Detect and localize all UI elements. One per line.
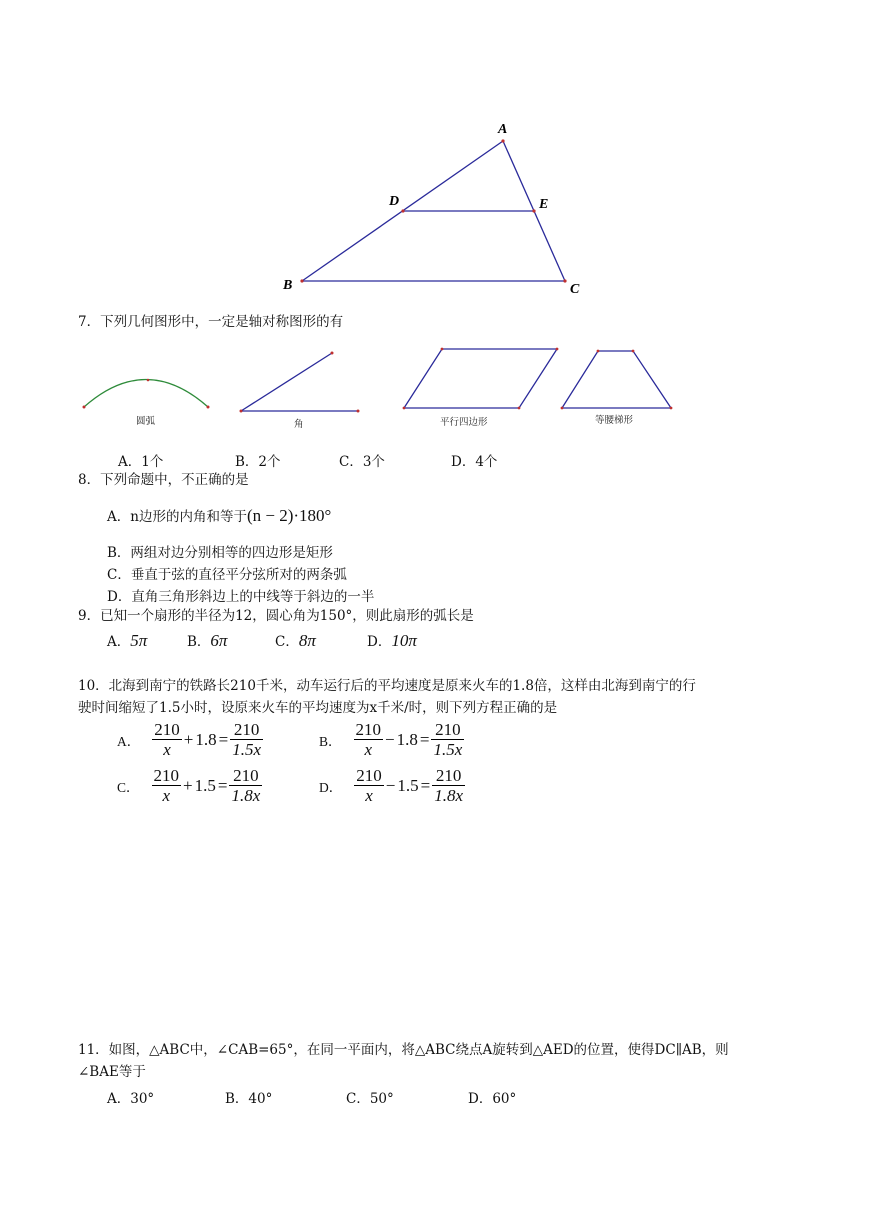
q10-option-c-letter: C． [117, 779, 140, 795]
q11-option-a: A．30° [107, 1091, 155, 1107]
q10-c-k: 1.5 [194, 775, 216, 795]
q8-option-b: B．两组对边分别相等的四边形是矩形 [107, 545, 333, 561]
q10-c-op: + [183, 775, 193, 795]
para-p2 [556, 348, 559, 351]
trap-p1 [597, 350, 600, 353]
q8-option-a-text: A．n边形的内角和等于 [107, 509, 247, 525]
q9-option-c-value: 8π [298, 631, 316, 650]
q9-option-d-letter: D． [367, 634, 392, 650]
q10-c-num1: 210 [153, 766, 180, 785]
para-p4 [403, 407, 406, 410]
arc-mid [147, 379, 150, 382]
arc-end-left [83, 406, 86, 409]
q9-option-b-value: 6π [210, 631, 228, 650]
q10-b-den1: x [354, 739, 384, 759]
q10-d-den1: x [354, 785, 384, 805]
q10-option-c [117, 766, 262, 805]
q9-option-b-letter: B． [187, 634, 211, 650]
q10-c-frac2 [229, 766, 262, 805]
q10-d-num2: 210 [435, 766, 462, 785]
label-a: A [498, 122, 508, 137]
shape-label-parallelogram: 平行四边形 [440, 417, 488, 428]
q10-b-frac2 [431, 720, 464, 759]
q10-a-eq: = [218, 729, 229, 749]
q7-shapes-figure [0, 0, 869, 440]
angle-vertex [240, 410, 243, 413]
q10-option-d [319, 766, 465, 805]
q10-b-num1: 210 [355, 720, 382, 739]
trapezoid-shape [562, 351, 671, 408]
q10-c-eq: = [217, 775, 228, 795]
q8-option-c: C．垂直于弦的直径平分弦所对的两条弧 [107, 567, 347, 583]
q10-stem-line2: 驶时间缩短了1.5小时，设原来火车的平均速度为x千米/时，则下列方程正确的是 [78, 700, 558, 716]
q10-option-b-letter: B． [319, 733, 342, 749]
trap-p4 [561, 407, 564, 410]
q10-option-a [117, 720, 263, 759]
q10-b-op: − [385, 729, 395, 749]
q10-c-frac1 [152, 766, 182, 805]
q10-b-k: 1.8 [396, 729, 418, 749]
q10-b-eq: = [419, 729, 430, 749]
q8-stem: 8．下列命题中，不正确的是 [78, 472, 249, 488]
q8-option-a-formula: (n − 2)·180° [246, 506, 332, 525]
q9-option-a [107, 630, 147, 651]
q9-option-b [187, 630, 227, 651]
trap-p2 [632, 350, 635, 353]
q10-c-num2: 210 [233, 766, 259, 785]
para-p3 [518, 407, 521, 410]
q10-d-eq: = [420, 775, 431, 795]
q7-option-a: A．1个 [118, 454, 164, 470]
q10-a-den2: 1.5x [232, 740, 261, 759]
q10-stem-line1: 10．北海到南宁的铁路长210千米，动车运行后的平均速度是原来火车的1.8倍，这样由北海到南宁的行 [78, 678, 696, 694]
para-p1 [441, 348, 444, 351]
label-c: C [570, 282, 580, 297]
q7-option-b: B．2个 [235, 454, 281, 470]
q11-option-c: C．50° [346, 1091, 394, 1107]
q7-stem: 7．下列几何图形中，一定是轴对称图形的有 [78, 314, 344, 330]
q11-stem-line2: ∠BAE等于 [78, 1064, 146, 1080]
q10-b-frac1 [354, 720, 384, 759]
q7-option-d: D．4个 [451, 454, 498, 470]
q10-d-den2: 1.8x [434, 786, 463, 805]
q10-a-k: 1.8 [195, 729, 217, 749]
q9-option-d-value: 10π [391, 631, 417, 650]
label-b: B [283, 278, 293, 293]
q11-option-b: B．40° [225, 1091, 273, 1107]
arc-shape [84, 380, 208, 408]
q10-d-frac2 [432, 766, 465, 805]
q9-option-c-letter: C． [275, 634, 299, 650]
shape-label-trapezoid: 等腰梯形 [595, 415, 634, 426]
q10-d-k: 1.5 [397, 775, 419, 795]
q8-option-d: D．直角三角形斜边上的中线等于斜边的一半 [107, 589, 375, 605]
q10-b-den2: 1.5x [433, 740, 463, 759]
q11-option-d: D．60° [468, 1091, 517, 1107]
q9-option-a-letter: A． [107, 634, 131, 650]
shape-label-angle: 角 [294, 419, 304, 430]
q10-c-den1: x [152, 785, 182, 805]
angle-end-1 [331, 352, 334, 355]
q10-d-op: − [385, 775, 396, 795]
q10-a-num1: 210 [154, 720, 180, 739]
q10-a-frac2 [230, 720, 263, 759]
q10-a-frac1 [152, 720, 182, 759]
shape-label-arc: 圆弧 [136, 416, 156, 427]
parallelogram-shape [404, 349, 557, 408]
q10-option-d-letter: D． [319, 779, 343, 795]
q9-stem: 9．已知一个扇形的半径为12，圆心角为150°，则此扇形的弧长是 [78, 608, 474, 624]
q10-a-den1: x [152, 739, 182, 759]
q10-a-op: + [183, 729, 194, 749]
q10-b-num2: 210 [435, 720, 461, 739]
label-d: D [389, 194, 400, 209]
q10-d-frac1 [354, 766, 384, 805]
q9-option-a-value: 5π [130, 631, 148, 650]
q7-option-c: C．3个 [339, 454, 385, 470]
q8-option-a [107, 505, 331, 526]
label-e: E [539, 197, 549, 212]
angle-ray-1 [241, 353, 332, 411]
q9-option-d [367, 630, 417, 651]
q9-option-c [275, 630, 316, 651]
angle-end-2 [357, 410, 360, 413]
q10-d-num1: 210 [356, 766, 382, 785]
q11-stem-line1: 11．如图，△ABC中，∠CAB=65°，在同一平面内，将△ABC绕点A旋转到△AED的位置，使得DC∥AB，则 [78, 1042, 729, 1058]
q10-c-den2: 1.8x [231, 786, 261, 805]
q10-a-num2: 210 [233, 720, 260, 739]
trap-p3 [670, 407, 673, 410]
q10-option-b [319, 720, 464, 759]
q10-option-a-letter: A． [117, 733, 141, 749]
arc-end-right [207, 406, 210, 409]
